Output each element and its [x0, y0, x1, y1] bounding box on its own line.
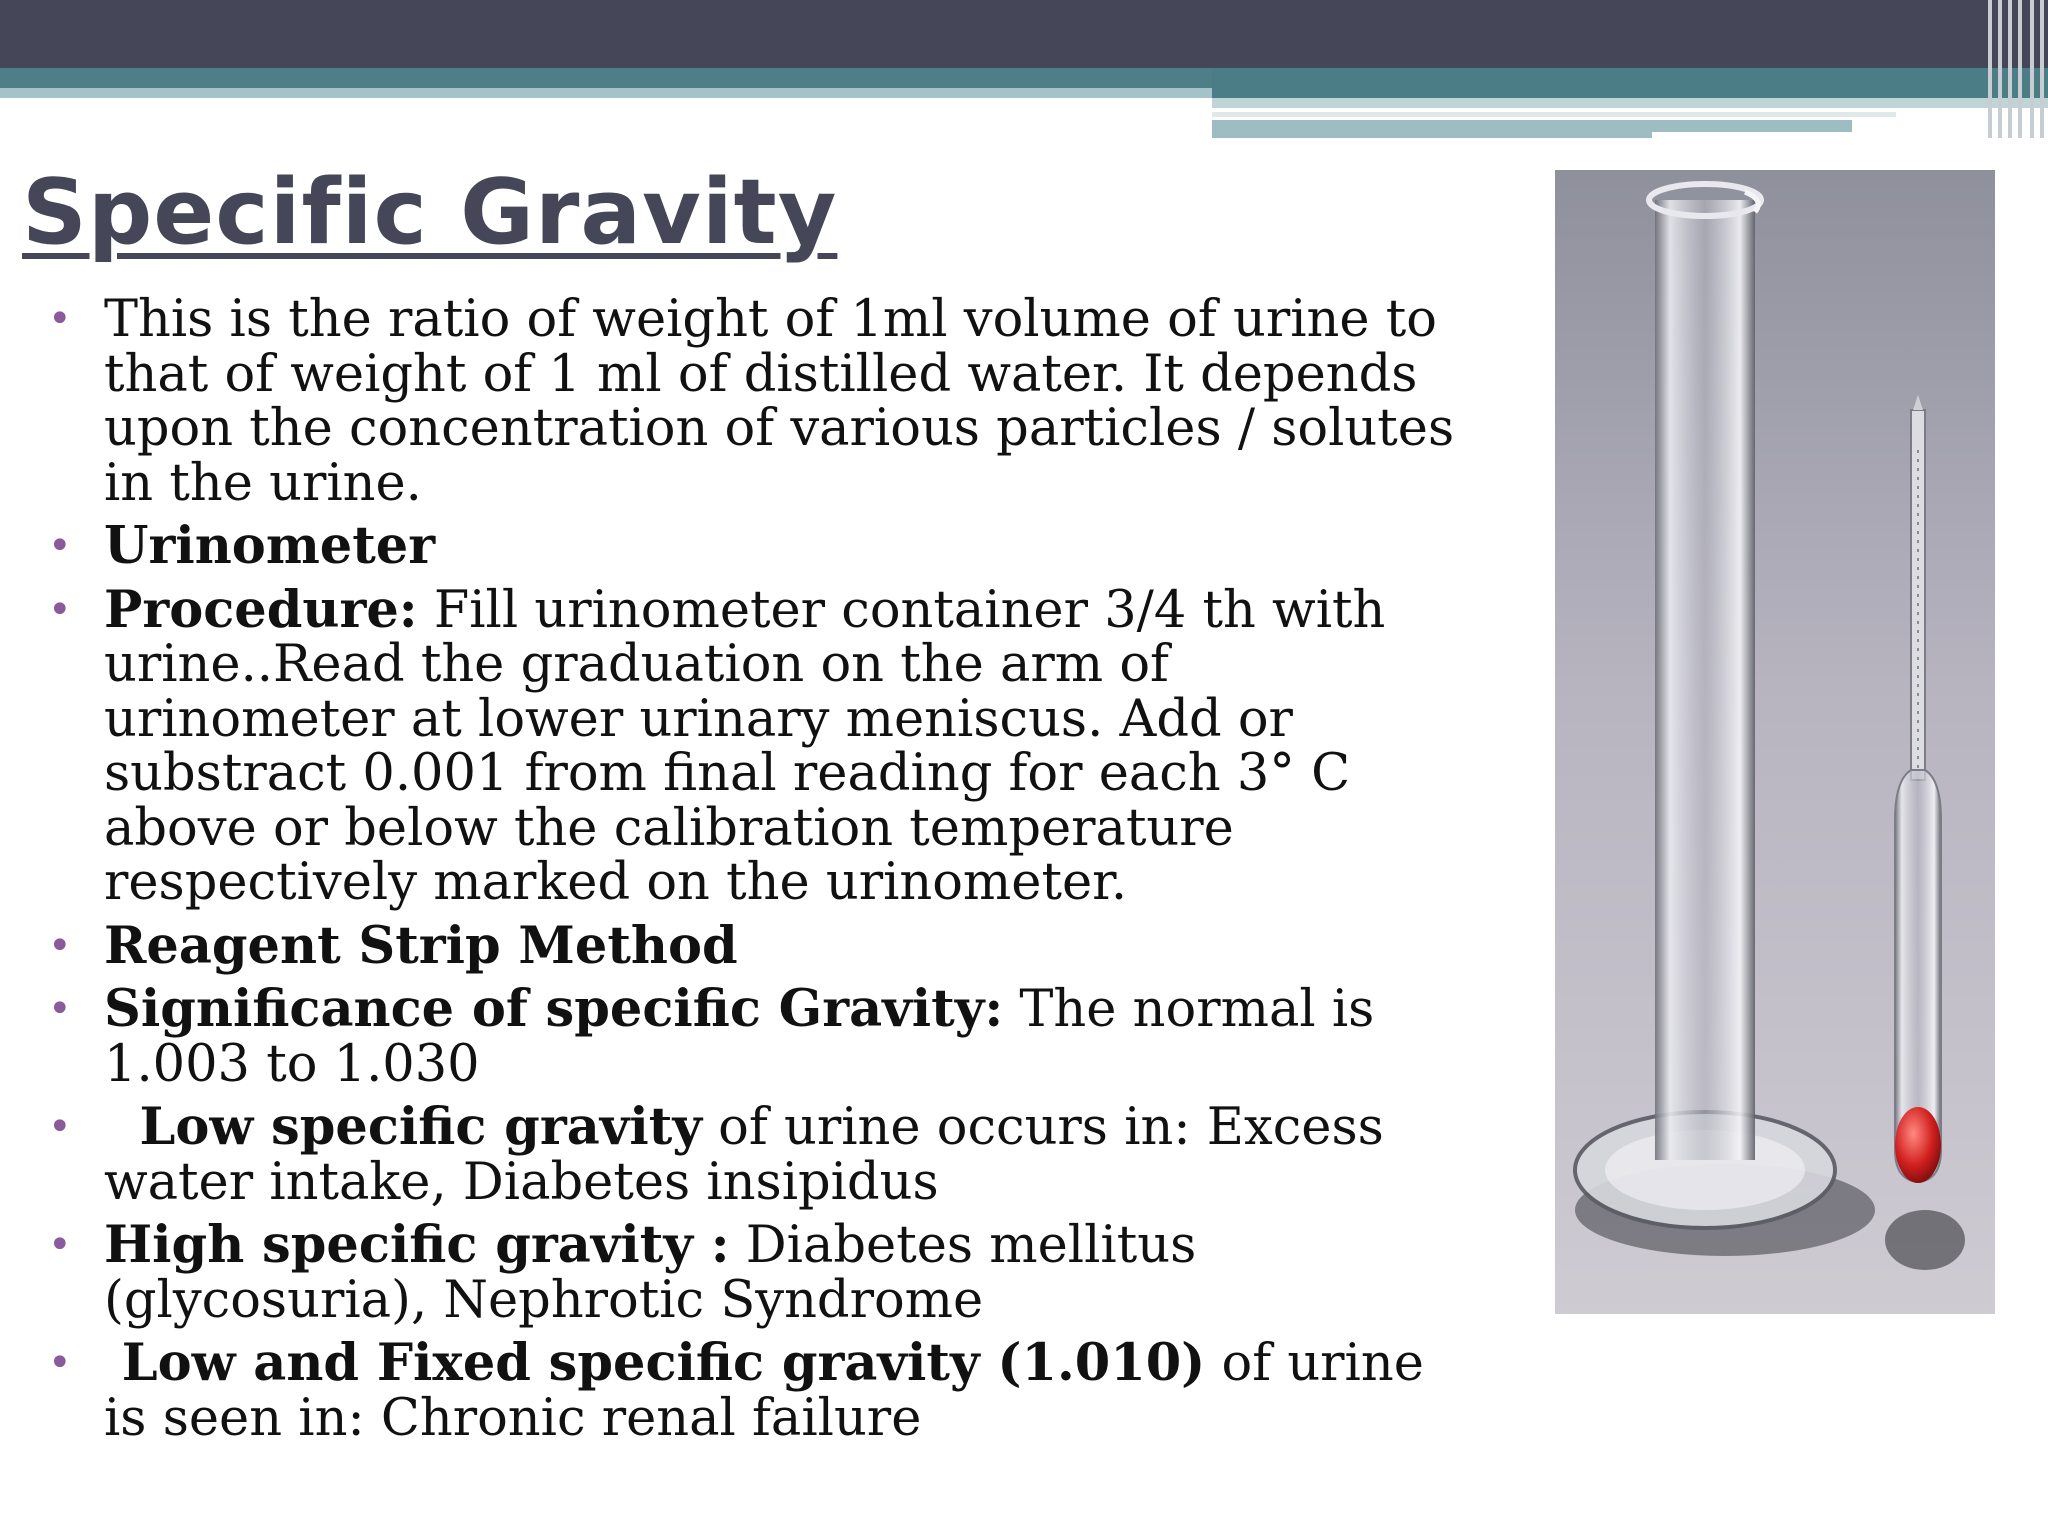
bullet-lead: Low and Fixed specific gravity (1.010): [104, 1333, 1206, 1393]
bullet-dot-icon: •: [48, 586, 72, 633]
header-stripe: [1988, 0, 1992, 138]
bullet-lead: Reagent Strip Method: [104, 915, 738, 976]
bullet-text: Diabetes mellitus (glycosuria), Nephrotic Syndrome: [104, 1216, 1197, 1330]
bullet-dot-icon: •: [48, 1340, 72, 1386]
bullet-text: The normal is 1.003 to 1.030: [104, 980, 1375, 1094]
bullet-dot-icon: •: [48, 523, 72, 569]
bullet-item: [42, 1215, 1462, 1330]
bullet-item: [42, 1097, 1462, 1212]
slide-title: Specific Gravity: [22, 160, 838, 265]
header-stripe: [2040, 0, 2044, 138]
bullet-lead: Procedure:: [104, 579, 418, 640]
bullet-dot-icon: •: [48, 1104, 72, 1150]
bullet-dot-icon: •: [48, 1222, 72, 1268]
bullet-item: [42, 1333, 1462, 1448]
bullet-lead: Significance of specific Gravity:: [104, 979, 1004, 1039]
bullet-text: of urine is seen in: Chronic renal failure: [104, 1334, 1424, 1448]
bullet-text: This is the ratio of weight of 1ml volume of urine to that of weight of 1 ml of distilled water. It depends upon the concentration of various particles / solutes in the urine.: [104, 290, 1455, 513]
header-stripe: [2008, 0, 2012, 138]
bullet-text: Fill urinometer container 3/4 th with urine..Read the graduation on the arm of urinometer at lower urinary meniscus. Add or substract 0.001 from final reading for each 3° C above or below the calibration temperature respectively marked on the urinometer.: [104, 580, 1386, 912]
header-stripe: [2030, 0, 2034, 138]
urinometer-ballast: [1895, 1107, 1941, 1183]
bullet-lead: High specific gravity :: [104, 1215, 730, 1275]
bullet-item: [42, 292, 1462, 511]
urinometer-photo: [1555, 170, 1995, 1314]
header-stripe: [1998, 0, 2002, 138]
bullet-item: [42, 579, 1462, 912]
bullet-item: [42, 516, 1462, 576]
bullet-item: [42, 915, 1462, 976]
bullet-dot-icon: •: [48, 922, 72, 969]
bullet-lead: Urinometer: [104, 516, 436, 576]
header-accent-bar-right: [1212, 68, 2048, 98]
header-accent-line-2: [1212, 112, 1896, 117]
cylinder-tube: [1655, 200, 1755, 1160]
header-stripe: [2018, 0, 2022, 138]
urinometer-shadow: [1885, 1210, 1965, 1270]
bullet-lead: Low specific gravity: [104, 1097, 702, 1157]
bullet-list: [42, 292, 1462, 1454]
header-accent-line-1: [1212, 98, 2048, 108]
header-accent-bar: [0, 68, 1212, 88]
bullet-dot-icon: •: [48, 986, 72, 1032]
bullet-dot-icon: •: [48, 296, 72, 342]
header-accent-bar-light: [0, 88, 1212, 98]
header-bar: [0, 0, 2048, 68]
bullet-text: of urine occurs in: Excess water intake, Diabetes insipidus: [104, 1098, 1384, 1212]
bullet-item: [42, 979, 1462, 1094]
